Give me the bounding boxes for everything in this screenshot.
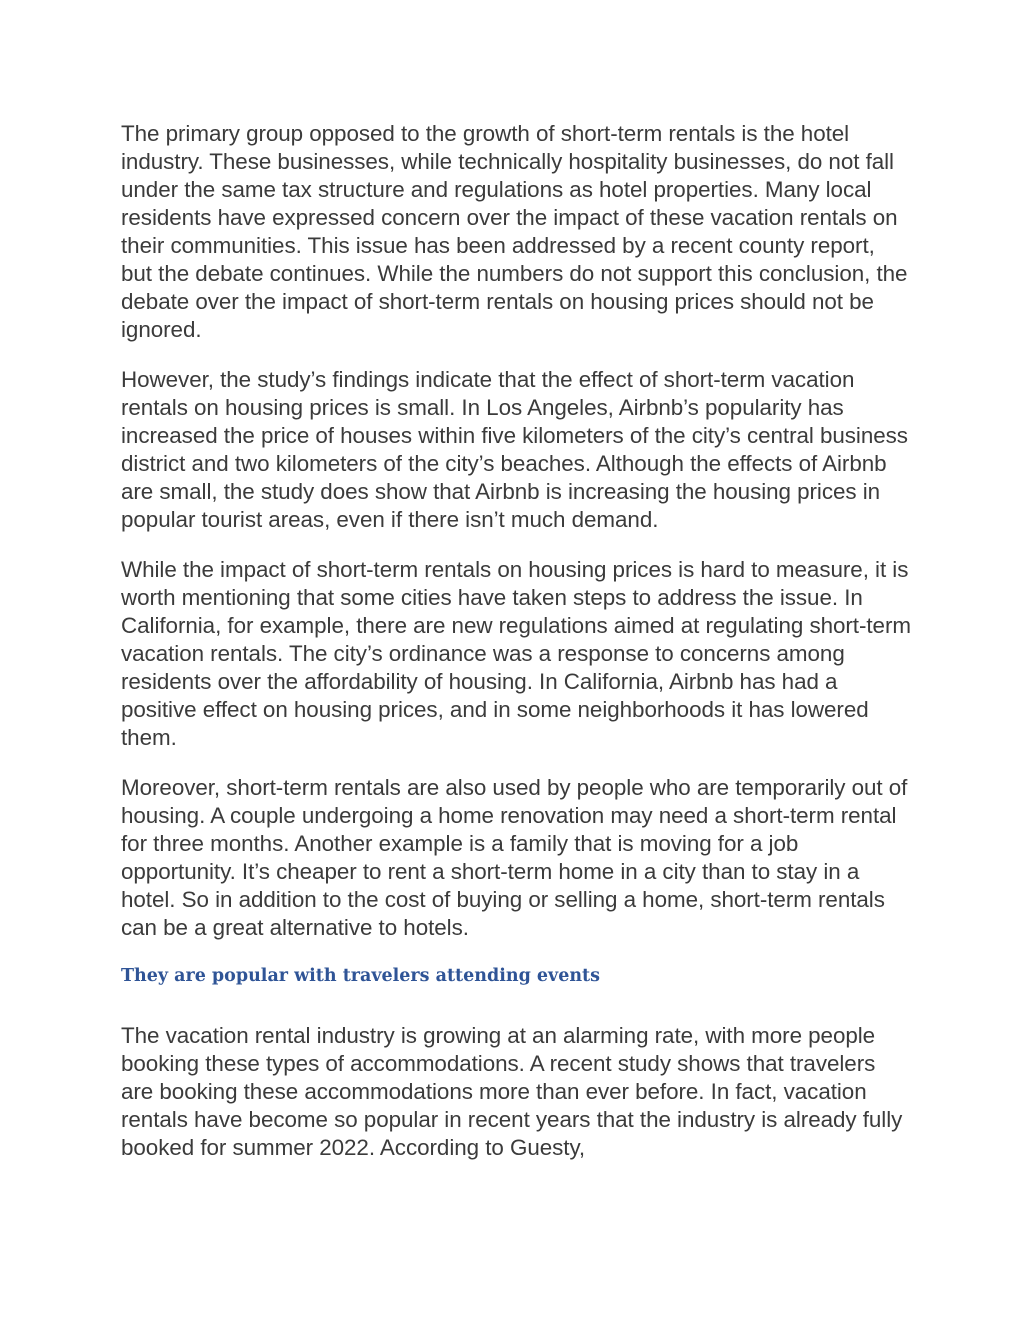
paragraph-industry-growth: The vacation rental industry is growing at an alarming rate, with more people booking these types of accommodations. A recent study shows that travelers are booking these accommodations more than ever before. In fact, vacation rentals have become so popular in recent years that the industry is already fully booked for summer 2022. According to Guesty, [121, 1023, 903, 1160]
paragraph-temporary-housing: Moreover, short-term rentals are also used by people who are temporarily out of housing. A couple undergoing a home renovation may need a short-term rental for three months. Another example is a family that is moving for a job opportunity. It’s cheaper to rent a short-term home in a city than to stay in a hotel. So in addition to the cost of buying or selling a home, short-term rentals can be a great alternative to hotels. [121, 775, 908, 940]
paragraph-regulations: While the impact of short-term rentals on housing prices is hard to measure, it is worth mentioning that some cities have taken steps to address the issue. In California, for example, there are new regulations aimed at regulating short-term vacation rentals. The city’s ordinance was a response to concerns among residents over the affordability of housing. In California, Airbnb has had a positive effect on housing prices, and in some neighborhoods it has lowered them. [121, 557, 911, 750]
paragraph-study-findings: However, the study’s findings indicate that the effect of short-term vacation rentals on housing prices is small. In Los Angeles, Airbnb’s popularity has increased the price of houses within five kilometers of the city’s central business district and two kilometers of the city’s beaches. Although the effects of Airbnb are small, the study does show that Airbnb is increasing the housing prices in popular tourist areas, even if there isn’t much demand. [121, 367, 908, 532]
section-heading: They are popular with travelers attending events [121, 966, 600, 986]
document-page [121, 120, 911, 1184]
paragraph-hotel-industry: The primary group opposed to the growth of short-term rentals is the hotel industry. These businesses, while technically hospitality businesses, do not fall under the same tax structure and regulations as hotel properties. Many local residents have expressed concern over the impact of these vacation rentals on their communities. This issue has been addressed by a recent county report, but the debate continues. While the numbers do not support this conclusion, the debate over the impact of short-term rentals on housing prices should not be ignored. [121, 121, 908, 342]
